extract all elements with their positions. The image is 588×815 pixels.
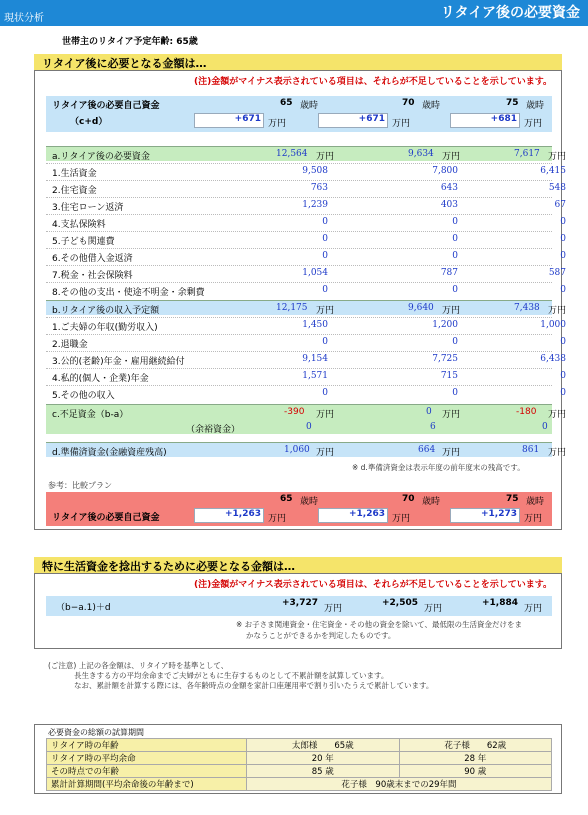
item-value: 643 [440, 183, 458, 193]
item-value: 548 [548, 183, 566, 193]
c-row [46, 404, 567, 435]
item-value: 67 [554, 200, 566, 210]
ba-label: （b−a.1)＋d [56, 603, 111, 613]
item-value: 7,725 [432, 354, 458, 364]
d-note: ※ d.準備済資金は表示年度の前年度末の残高です。 [352, 463, 525, 472]
sum-table [46, 738, 552, 791]
sum-label: その時点での年齢 [47, 765, 247, 778]
sum-value: 85 歳 [247, 765, 400, 778]
age-unit: 歳時 [422, 497, 441, 507]
item-value: 0 [452, 337, 458, 347]
item-value: 0 [452, 234, 458, 244]
item-value: 0 [560, 371, 566, 381]
item-value: 403 [440, 200, 458, 210]
b-total-75: 7,438 [514, 303, 540, 313]
unit: 万円 [392, 119, 411, 129]
b-label: b.リタイア後の収入予定額 [52, 306, 160, 316]
item-row [46, 231, 566, 247]
d-70: 664 [418, 445, 436, 455]
item-value: 0 [322, 388, 328, 398]
a-total-75: 7,617 [514, 149, 540, 159]
item-value: 0 [322, 217, 328, 227]
b-total-row [46, 300, 567, 316]
b-total-70: 9,640 [408, 303, 434, 313]
d-65: 1,060 [284, 445, 310, 455]
d-row [46, 442, 567, 458]
item-value: 9,508 [302, 166, 328, 176]
age-unit: 歳時 [422, 101, 441, 111]
item-value: 787 [440, 268, 458, 278]
item-value: 0 [560, 217, 566, 227]
sum-label: 累計計算期間(平均余命後の年齢まで) [47, 778, 247, 791]
item-value: 1,239 [302, 200, 328, 210]
item-row [46, 385, 566, 401]
age-65: 65 [280, 98, 293, 108]
sum-row [47, 752, 552, 765]
age-75: 75 [506, 98, 519, 108]
age-unit: 歳時 [300, 101, 319, 111]
item-label: 2.退職金 [52, 340, 88, 350]
section-title-2: 特に生活資金を捻出するために必要となる金額は… [34, 557, 562, 573]
item-row [46, 163, 566, 179]
unit: 万円 [524, 604, 543, 614]
item-row [46, 248, 566, 264]
item-value: 1,054 [302, 268, 328, 278]
item-value: 6,438 [540, 354, 566, 364]
item-row [46, 368, 566, 384]
need-val-75: +681 [450, 113, 520, 128]
item-row [46, 197, 566, 213]
item-row [46, 282, 566, 298]
sum-label: リタイア時の平均余命 [47, 752, 247, 765]
item-value: 0 [322, 251, 328, 261]
c-65: -390 [284, 407, 305, 417]
sum-value: 90 歳 [399, 765, 552, 778]
sum-label: リタイア時の年齢 [47, 739, 247, 752]
item-label: 3.住宅ローン返済 [52, 203, 124, 213]
unit: 万円 [548, 448, 567, 458]
age-75: 75 [506, 494, 519, 504]
ba-note2: かなうことができるかを判定したものです。 [246, 631, 396, 640]
unit: 万円 [316, 448, 335, 458]
unit: 万円 [392, 514, 411, 524]
unit: 万円 [316, 306, 335, 316]
compare-70: +1,263 [318, 508, 388, 523]
age-unit: 歳時 [526, 101, 545, 111]
item-value: 6,415 [540, 166, 566, 176]
retire-age: 世帯主のリタイア予定年齢: 65歳 [62, 37, 198, 47]
c-70: 0 [426, 407, 432, 417]
sum-value: 28 年 [399, 752, 552, 765]
unit: 万円 [524, 119, 543, 129]
c-sub: （余裕資金） [186, 425, 241, 435]
item-row [46, 317, 566, 333]
item-label: 1.ご夫婦の年収(勤労収入) [52, 323, 158, 333]
item-value: 0 [560, 337, 566, 347]
age-unit: 歳時 [526, 497, 545, 507]
item-value: 0 [452, 251, 458, 261]
unit: 万円 [442, 306, 461, 316]
unit: 万円 [442, 152, 461, 162]
item-label: 8.その他の支出・使途不明金・余剰費 [52, 288, 205, 298]
c-75: -180 [516, 407, 537, 417]
warning-text: (注)金額がマイナス表示されている項目は、それらが不足していることを示しています。 [194, 77, 552, 87]
item-value: 0 [560, 251, 566, 261]
item-row [46, 265, 566, 281]
item-label: 5.その他の収入 [52, 391, 115, 401]
item-value: 1,000 [540, 320, 566, 330]
ba-65: +3,727 [194, 598, 320, 613]
unit: 万円 [442, 448, 461, 458]
item-value: 0 [560, 285, 566, 295]
sum-value: 20 年 [247, 752, 400, 765]
age-70: 70 [402, 494, 415, 504]
unit: 万円 [548, 410, 567, 420]
age-70: 70 [402, 98, 415, 108]
item-value: 0 [560, 234, 566, 244]
item-value: 0 [322, 285, 328, 295]
item-value: 1,571 [302, 371, 328, 381]
item-value: 763 [310, 183, 328, 193]
caution-2: 長生きする方の平均余命までご夫婦がともに生存するものとして不累計額を試算しています。 [74, 671, 389, 680]
unit: 万円 [316, 410, 335, 420]
item-label: 5.子ども関連費 [52, 237, 115, 247]
compare-title: 参考：比較プラン [48, 481, 112, 490]
item-value: 1,450 [302, 320, 328, 330]
item-label: 4.支払保険料 [52, 220, 106, 230]
c-sub-65: 0 [306, 422, 312, 432]
d-label: d.準備済資金(金融資産残高) [52, 448, 167, 458]
c-label: c.不足資金（b-a） [52, 410, 129, 420]
item-value: 715 [440, 371, 458, 381]
item-value: 0 [452, 217, 458, 227]
sum-row [47, 765, 552, 778]
unit: 万円 [268, 119, 287, 129]
unit: 万円 [548, 306, 567, 316]
item-value: 1,200 [432, 320, 458, 330]
sum-value: 太郎様 65歳 [247, 739, 400, 752]
a-label: a.リタイア後の必要資金 [52, 152, 150, 162]
item-value: 0 [452, 285, 458, 295]
need-label: リタイア後の必要自己資金 [52, 101, 160, 111]
ba-70: +2,505 [350, 598, 420, 613]
need-val-70: +671 [318, 113, 388, 128]
sum-title: 必要資金の総額の試算期間 [48, 728, 144, 737]
caution-1: (ご注意) 上記の各金額は、リタイア時を基準として、 [48, 661, 229, 670]
header-title: リタイア後の必要資金 [440, 5, 580, 21]
unit: 万円 [324, 604, 343, 614]
compare-65: +1,263 [194, 508, 264, 523]
item-value: 7,800 [432, 166, 458, 176]
sum-value: 花子様 90歳末までの29年間 [247, 778, 552, 791]
compare-75: +1,273 [450, 508, 520, 523]
a-total-65: 12,564 [276, 149, 308, 159]
item-label: 7.税金・社会保険料 [52, 271, 133, 281]
a-total-row [46, 146, 567, 162]
caution-3: なお、累計額を計算する際には、各年齢時点の金額を家計口座運用率で割り引いたうえで累計しています。 [74, 681, 434, 690]
unit: 万円 [268, 514, 287, 524]
item-value: 587 [548, 268, 566, 278]
unit: 万円 [424, 604, 443, 614]
compare-label: リタイア後の必要自己資金 [52, 513, 160, 523]
item-value: 0 [560, 388, 566, 398]
age-65: 65 [280, 494, 293, 504]
item-value: 0 [322, 234, 328, 244]
item-label: 1.生活資金 [52, 169, 97, 179]
unit: 万円 [316, 152, 335, 162]
c-sub-75: 0 [542, 422, 548, 432]
item-value: 9,154 [302, 354, 328, 364]
unit: 万円 [442, 410, 461, 420]
d-75: 861 [522, 445, 540, 455]
warning-text-2: (注)金額がマイナス表示されている項目は、それらが不足していることを示しています。 [194, 580, 552, 590]
b-total-65: 12,175 [276, 303, 308, 313]
item-row [46, 334, 566, 350]
ba-75: +1,884 [450, 598, 520, 613]
a-total-70: 9,634 [408, 149, 434, 159]
need-val-65: +671 [194, 113, 264, 128]
section-title-1: リタイア後に必要となる金額は… [34, 54, 562, 70]
header-left: 現状分析 [4, 13, 44, 24]
page-header [0, 0, 588, 26]
age-unit: 歳時 [300, 497, 319, 507]
item-value: 0 [322, 337, 328, 347]
item-row [46, 180, 566, 196]
sum-row [47, 739, 552, 752]
sum-value: 花子様 62歳 [399, 739, 552, 752]
ba-note1: ※ お子さま関連資金・住宅資金・その他の資金を除いて、最低限の生活資金だけをま [236, 620, 523, 629]
item-row [46, 351, 566, 367]
item-label: 4.私的(個人・企業)年金 [52, 374, 149, 384]
item-label: 3.公的(老齢)年金・雇用継続給付 [52, 357, 185, 367]
item-value: 0 [452, 388, 458, 398]
c-sub-70: 6 [430, 422, 436, 432]
item-label: 2.住宅資金 [52, 186, 97, 196]
item-row [46, 214, 566, 230]
item-label: 6.その他借入金返済 [52, 254, 133, 264]
sum-row [47, 778, 552, 791]
need-sub: （c+d） [70, 117, 108, 127]
unit: 万円 [548, 152, 567, 162]
unit: 万円 [524, 514, 543, 524]
